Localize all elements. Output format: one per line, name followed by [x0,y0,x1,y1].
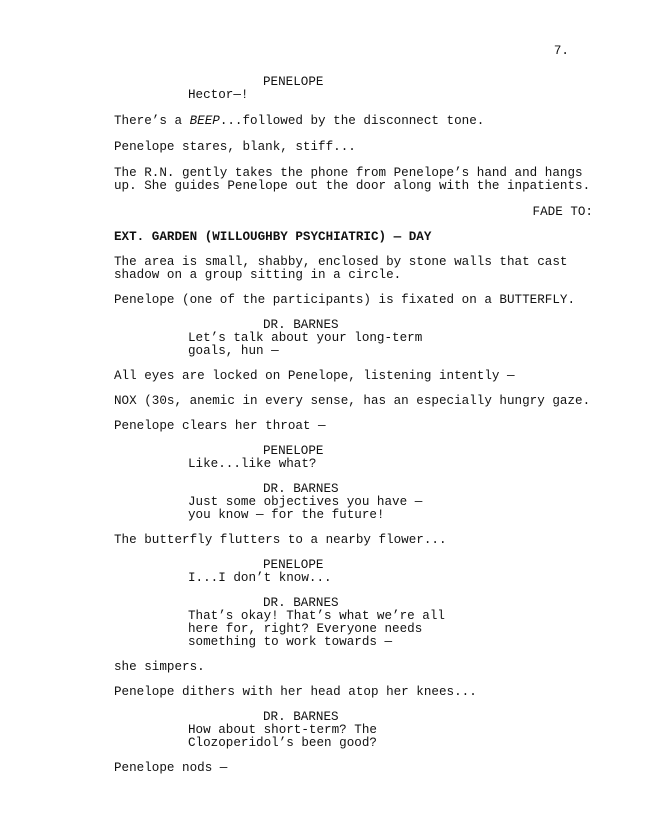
character-name: DR. BARNES [263,318,339,332]
character-name: PENELOPE [263,444,324,458]
dialogue-line: Let’s talk about your long-term [188,331,423,345]
dialogue-line: here for, right? Everyone needs [188,622,423,636]
action-line: Penelope nods — [114,761,228,775]
character-name: PENELOPE [263,558,324,572]
character-name: DR. BARNES [263,482,339,496]
dialogue-line: How about short-term? The [188,723,377,737]
action-line: The butterfly flutters to a nearby flower... [114,533,447,547]
character-name: PENELOPE [263,75,324,89]
character-name: DR. BARNES [263,596,339,610]
dialogue-line: something to work towards — [188,635,393,649]
action-line: The R.N. gently takes the phone from Penelope’s hand and hangs [114,166,583,180]
action-line: Penelope clears her throat — [114,419,326,433]
action-line: Penelope (one of the participants) is fixated on a BUTTERFLY. [114,293,576,307]
character-name: DR. BARNES [263,710,339,724]
dialogue-line: Hector—! [188,88,249,102]
action-line [114,115,484,128]
action-text: There’s a [114,114,190,128]
dialogue-line: Clozoperidol’s been good? [188,736,377,750]
action-line: Penelope dithers with her head atop her knees... [114,685,477,699]
dialogue-line: Just some objectives you have — [188,495,423,509]
action-line: up. She guides Penelope out the door along with the inpatients. [114,179,591,193]
dialogue-line: goals, hun — [188,344,279,358]
sound-cue: BEEP [189,114,220,128]
dialogue-line: Like...like what? [188,457,317,471]
transition: FADE TO: [532,205,593,219]
scene-heading: EXT. GARDEN (WILLOUGHBY PSYCHIATRIC) — DAY [114,230,432,244]
action-text: ...followed by the disconnect tone. [219,114,485,128]
dialogue-line: you know — for the future! [188,508,385,522]
action-line: All eyes are locked on Penelope, listening intently — [114,369,515,383]
action-line: The area is small, shabby, enclosed by stone walls that cast [114,255,568,269]
page-number: 7. [553,44,569,58]
action-line: NOX (30s, anemic in every sense, has an especially hungry gaze. [114,394,591,408]
dialogue-line: I...I don’t know... [188,571,332,585]
action-line: shadow on a group sitting in a circle. [114,268,402,282]
action-line: she simpers. [114,660,205,674]
dialogue-line: That’s okay! That’s what we’re all [188,609,445,623]
action-line: Penelope stares, blank, stiff... [114,140,356,154]
